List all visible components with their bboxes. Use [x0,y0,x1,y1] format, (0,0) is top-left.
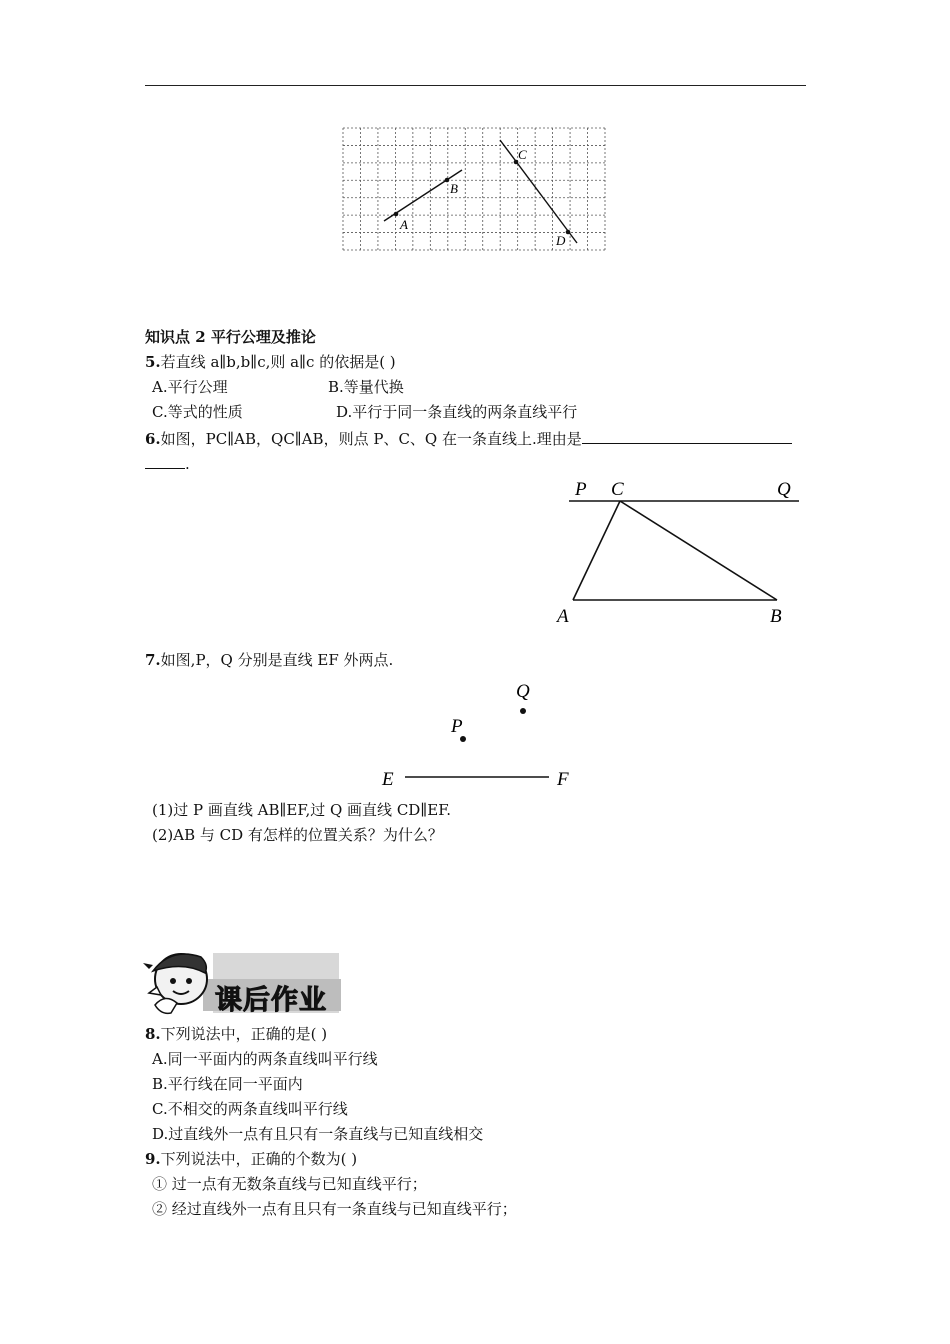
question-number: 7. [145,651,161,669]
header-rule [145,85,806,86]
label-b: B [770,606,782,627]
label-p: P [575,479,587,500]
point-q [520,708,526,714]
label-a: A [400,217,408,232]
answer-blank[interactable] [582,427,792,444]
segment-ca [573,501,620,600]
label-q: Q [516,681,530,702]
question-number: 9. [145,1150,161,1168]
point-d [566,230,571,235]
question-number: 5. [145,353,161,371]
label-c: C [518,147,527,162]
option-8b: B.平行线在同一平面内 [152,1075,303,1093]
label-a: A [557,606,569,627]
statement-2: ② 经过直线外一点有且只有一条直线与已知直线平行； [152,1200,517,1218]
question-tail: . [185,455,190,473]
question-stem: 如图，PC∥AB，QC∥AB，则点 P、C、Q 在一条直线上.理由是 [160,430,582,448]
banner-title: 课后作业 [215,985,327,1016]
question-stem: 下列说法中，正确的是( ) [160,1025,328,1043]
homework-banner [143,945,343,1017]
label-p: P [451,716,463,737]
label-c: C [611,479,624,500]
point-b [445,178,450,183]
option-5c: C.等式的性质 [152,403,243,421]
question-number: 6. [145,430,161,448]
option-8d: D.过直线外一点有且只有一条直线与已知直线相交 [152,1125,484,1143]
segment-cd [500,140,577,243]
option-5d: D.平行于同一条直线的两条直线平行 [336,403,578,421]
question-number: 8. [145,1025,161,1043]
option-8c: C.不相交的两条直线叫平行线 [152,1100,348,1118]
question-stem: 下列说法中，正确的个数为( ) [160,1150,358,1168]
point-p [460,736,466,742]
question-7-part2: (2)AB 与 CD 有怎样的位置关系？为什么？ [152,826,443,844]
segment-cb [620,501,777,600]
section-heading: 知识点 2 平行公理及推论 [145,328,316,346]
answer-blank-cont[interactable] [145,452,185,469]
question-6-cont [145,452,190,474]
option-8a: A.同一平面内的两条直线叫平行线 [152,1050,378,1068]
figure-q7 [375,675,585,795]
question-6 [145,427,792,449]
grid-figure [340,125,608,255]
label-d: D [556,233,566,248]
statement-1: ① 过一点有无数条直线与已知直线平行； [152,1175,427,1193]
question-9 [145,1149,357,1169]
label-q: Q [777,479,791,500]
figure-q6 [555,475,805,630]
label-f: F [557,769,569,790]
point-a [394,212,399,217]
question-5 [145,352,396,372]
question-stem: 若直线 a∥b,b∥c,则 a∥c 的依据是( ) [160,353,396,371]
question-7 [145,650,393,670]
option-5b: B.等量代换 [328,378,404,396]
question-stem: 如图,P，Q 分别是直线 EF 外两点. [160,651,394,669]
question-8 [145,1024,327,1044]
label-b: B [450,181,458,196]
label-e: E [382,769,394,790]
option-5a: A.平行公理 [152,378,228,396]
question-7-part1: (1)过 P 画直线 AB∥EF,过 Q 画直线 CD∥EF. [152,801,452,819]
